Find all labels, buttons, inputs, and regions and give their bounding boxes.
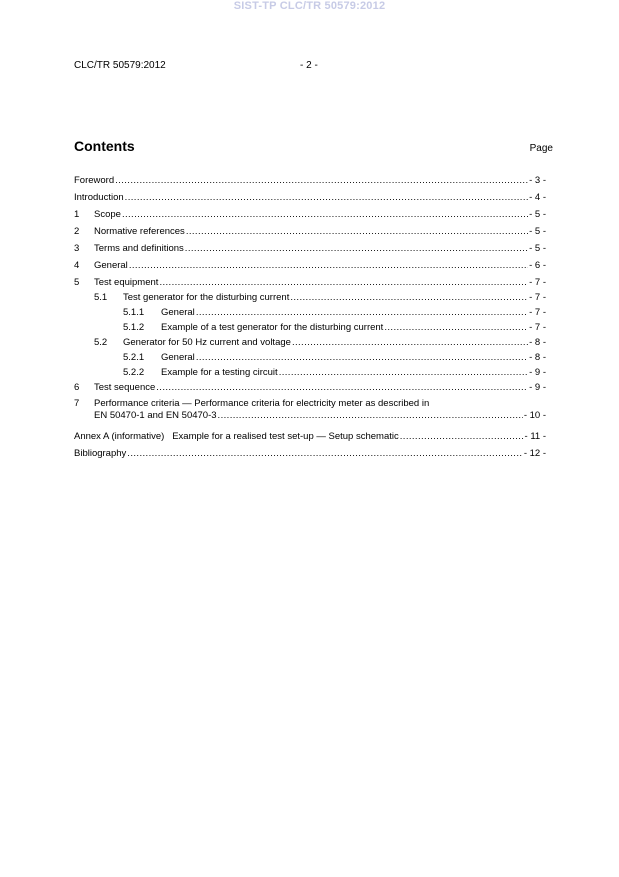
toc-entry-2[interactable] xyxy=(74,221,546,238)
toc-entry-number: 5.2 xyxy=(94,337,108,348)
toc-entry-number: 5.1.1 xyxy=(123,307,145,318)
toc-entry-number: 2 xyxy=(74,226,80,237)
toc-entry-number: 3 xyxy=(74,243,80,254)
toc-entry-introduction[interactable] xyxy=(74,187,546,204)
toc-entry-number: 5.2.1 xyxy=(123,352,145,363)
toc-entry-text: Performance criteria — Performance criteria for electricity meter as described in xyxy=(94,398,430,409)
toc-entry-5-1-2[interactable] xyxy=(74,319,546,334)
toc-entry-text: Test equipment xyxy=(94,277,159,288)
header-page-number: - 2 - xyxy=(300,60,318,71)
toc-entry-foreword[interactable] xyxy=(74,170,546,187)
toc-entry-5-2[interactable] xyxy=(74,334,546,349)
toc-entry-number: 5.1 xyxy=(94,292,108,303)
toc-entry-text: General xyxy=(94,260,128,271)
toc-entry-number: 4 xyxy=(74,260,80,271)
toc-entry-1[interactable] xyxy=(74,204,546,221)
toc-entry-page: - 7 - xyxy=(529,307,546,318)
toc-entry-bibliography[interactable] xyxy=(74,443,546,460)
toc-entry-5-2-1[interactable] xyxy=(74,349,546,364)
toc-entry-text: Scope xyxy=(94,209,121,220)
table-of-contents xyxy=(74,170,546,460)
toc-entry-5-2-2[interactable] xyxy=(74,364,546,379)
header-document-id: CLC/TR 50579:2012 xyxy=(74,60,166,71)
toc-entry-annex-a[interactable] xyxy=(74,426,546,443)
toc-entry-7[interactable] xyxy=(74,394,546,426)
toc-entry-number: 7 xyxy=(74,398,80,409)
toc-entry-page: - 5 - xyxy=(529,243,546,254)
toc-entry-number: 5 xyxy=(74,277,80,288)
watermark: SIST-TP CLC/TR 50579:2012 xyxy=(233,0,386,12)
toc-entry-page: - 8 - xyxy=(529,337,546,348)
toc-entry-page: - 5 - xyxy=(529,226,546,237)
toc-entry-number: 5.1.2 xyxy=(123,322,145,333)
toc-entry-page: - 9 - xyxy=(529,367,546,378)
toc-entry-page: - 7 - xyxy=(529,277,546,288)
toc-entry-page: - 10 - xyxy=(523,410,546,421)
page-column-label: Page xyxy=(529,143,553,154)
toc-entry-4[interactable] xyxy=(74,255,546,272)
toc-entry-3[interactable] xyxy=(74,238,546,255)
toc-entry-page: - 7 - xyxy=(529,292,546,303)
toc-entry-text: Generator for 50 Hz current and voltage xyxy=(123,337,291,348)
toc-entry-page: - 7 - xyxy=(529,322,546,333)
toc-entry-page: - 4 - xyxy=(529,192,546,203)
toc-entry-6[interactable] xyxy=(74,379,546,394)
toc-entry-text-continued: EN 50470-1 and EN 50470-3 xyxy=(94,410,217,421)
toc-entry-text: General xyxy=(161,352,195,363)
toc-entry-text: Introduction xyxy=(74,192,124,203)
toc-entry-page: - 12 - xyxy=(523,448,546,459)
page-title: Contents xyxy=(74,138,135,154)
toc-entry-text: Terms and definitions xyxy=(94,243,184,254)
toc-entry-text: Foreword xyxy=(74,175,115,186)
toc-entry-page: - 11 - xyxy=(524,431,546,442)
toc-entry-text: Example for a testing circuit xyxy=(161,367,278,378)
toc-entry-text: Example of a test generator for the disturbing current xyxy=(161,322,384,333)
toc-entry-5[interactable] xyxy=(74,272,546,289)
toc-entry-5-1[interactable] xyxy=(74,289,546,304)
toc-entry-page: - 3 - xyxy=(529,175,546,186)
toc-entry-number: 5.2.2 xyxy=(123,367,145,378)
toc-entry-text: General xyxy=(161,307,195,318)
toc-entry-text: Normative references xyxy=(94,226,185,237)
toc-entry-page: - 9 - xyxy=(529,382,546,393)
toc-entry-number: 1 xyxy=(74,209,80,220)
toc-entry-text: Test sequence xyxy=(94,382,156,393)
toc-entry-page: - 5 - xyxy=(529,209,546,220)
toc-entry-page: - 6 - xyxy=(529,260,546,271)
toc-entry-text: Bibliography xyxy=(74,448,127,459)
toc-entry-5-1-1[interactable] xyxy=(74,304,546,319)
toc-entry-number: 6 xyxy=(74,382,80,393)
toc-entry-page: - 8 - xyxy=(529,352,546,363)
toc-entry-text: Test generator for the disturbing current xyxy=(123,292,290,303)
toc-entry-text: Annex A (informative) Example for a realised test set-up — Setup schematic xyxy=(74,431,399,442)
